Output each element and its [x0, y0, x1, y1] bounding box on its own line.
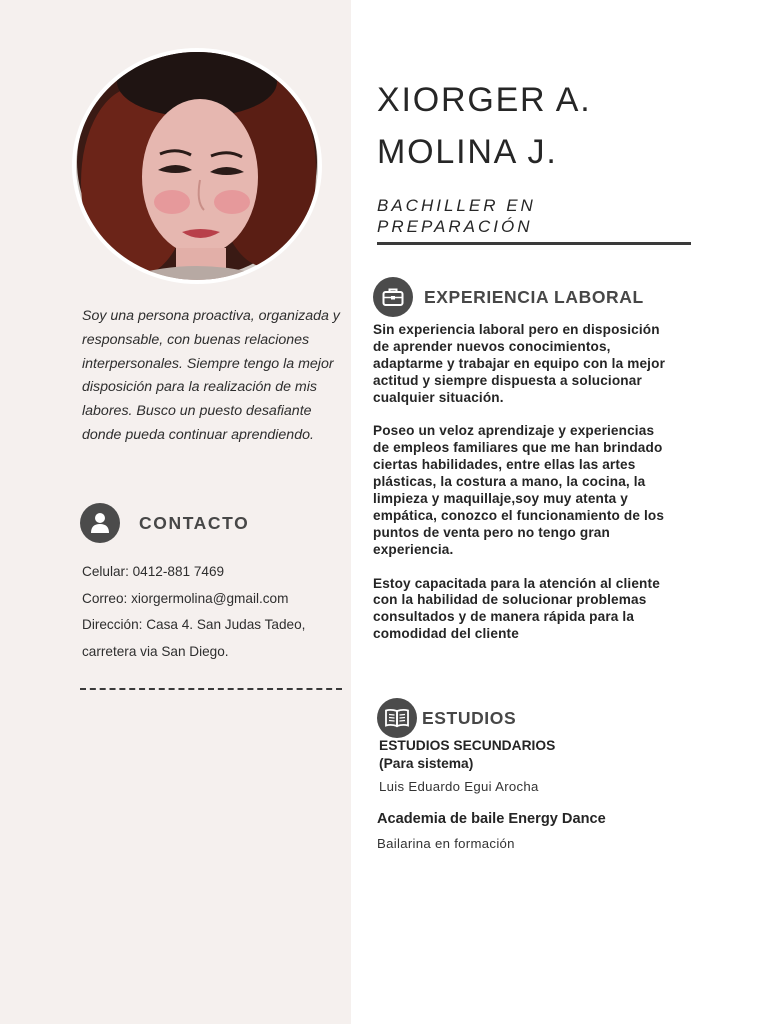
education-item-1-school: Luis Eduardo Egui Arocha — [379, 779, 539, 794]
contact-title: CONTACTO — [139, 512, 250, 533]
education-title: ESTUDIOS — [422, 707, 517, 728]
contact-list — [82, 559, 344, 665]
name-line-1: XIORGER A. — [377, 81, 592, 119]
experience-title: EXPERIENCIA LABORAL — [424, 286, 644, 307]
about-text: Soy una persona proactiva, organizada y responsable, con buenas relaciones interpersonales. Siempre tengo la mejor disposición para la realización de mis labores. Busco un puesto desafiante donde pueda continuar aprendiendo. — [82, 308, 340, 443]
user-icon — [80, 503, 120, 543]
contact-phone: Celular: 0412-881 7469 — [82, 564, 225, 579]
experience-paragraph-1: Sin experiencia laboral pero en disposición de aprender nuevos conocimientos, adaptarme y trabajar en equipo con la mejor actitud y siempre dispuesta a solucionar cualquier situación. — [373, 322, 666, 405]
page-title — [377, 74, 592, 178]
portrait-illustration — [76, 52, 318, 280]
education-item-1-title: ESTUDIOS SECUNDARIOS (Para sistema) — [379, 738, 556, 771]
experience-paragraph-2: Poseo un veloz aprendizaje y experiencias de empleos familiares que me han brindado ciertas habilidades, entre ellas las artes plásticas, la costura a mano, la cocina, la limpieza y maquillaje,soy muy atenta y empática, conozco el funcionamiento de los puntos de venta pero no tengo gran experiencia. — [373, 423, 665, 557]
education-item-2-title: Academia de baile Energy Dance — [377, 811, 606, 827]
role-subtitle — [377, 195, 536, 237]
experience-header — [373, 277, 644, 317]
role-line-1: BACHILLER EN — [377, 196, 536, 215]
contact-email: Correo: xiorgermolina@gmail.com — [82, 590, 289, 606]
experience-body — [373, 322, 673, 660]
experience-paragraph-3: Estoy capacitada para la atención al cliente con la habilidad de solucionar problemas consultados y de manera rápida para la comodidad del cliente — [373, 575, 660, 642]
dashed-divider — [80, 688, 342, 690]
name-line-2: MOLINA J. — [377, 133, 558, 171]
education-header — [377, 698, 516, 738]
profile-photo — [72, 48, 322, 284]
briefcase-icon — [373, 277, 413, 317]
contact-header — [80, 503, 249, 543]
book-icon — [377, 698, 417, 738]
role-underline — [377, 242, 691, 245]
role-line-2: PREPARACIÓN — [377, 217, 533, 236]
contact-address: Dirección: Casa 4. San Judas Tadeo, carretera via San Diego. — [82, 617, 306, 659]
education-item-2-subtitle: Bailarina en formación — [377, 836, 515, 851]
